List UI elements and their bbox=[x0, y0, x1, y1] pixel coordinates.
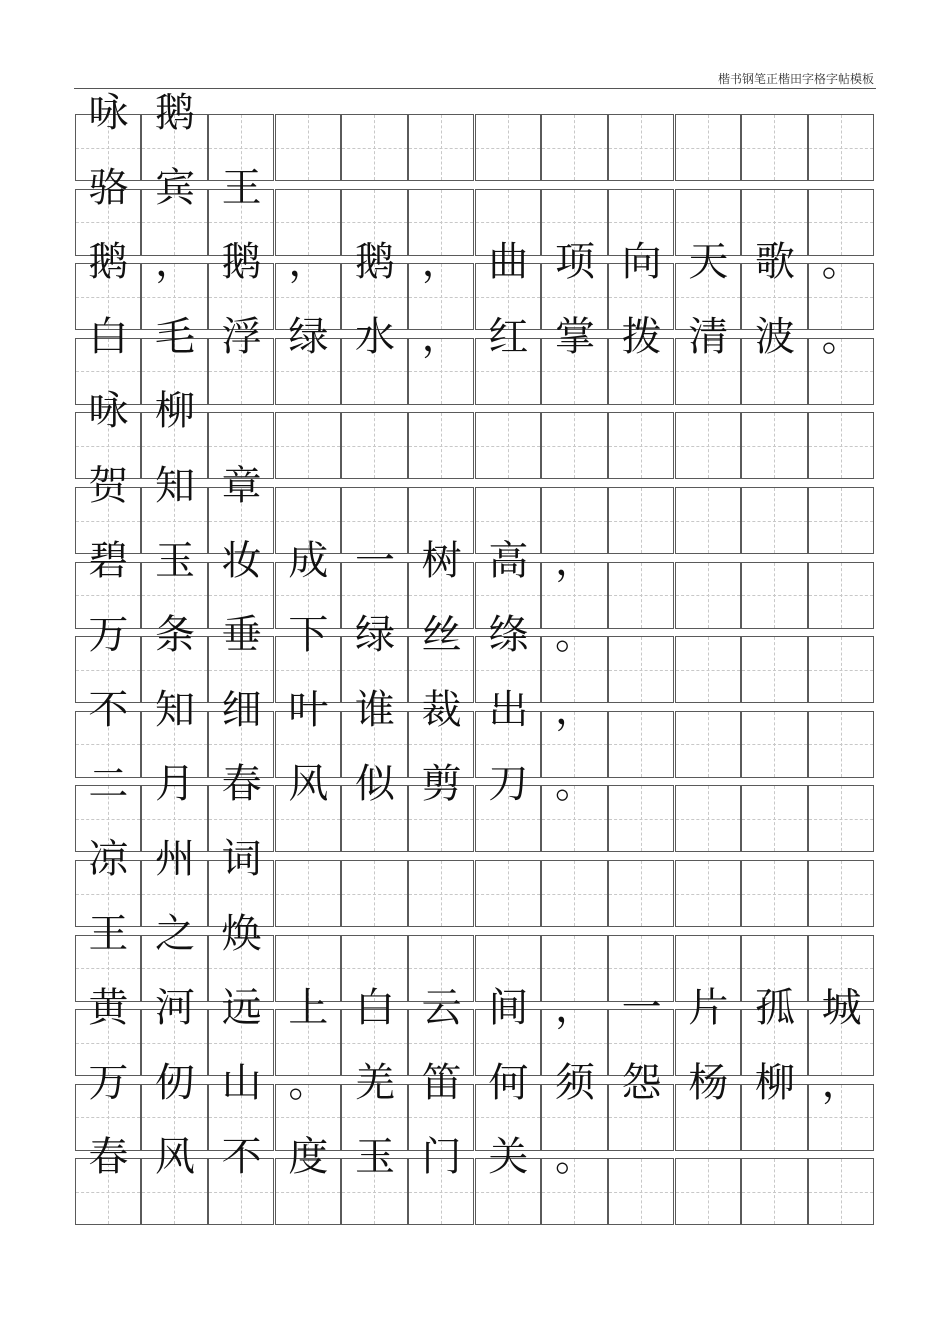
character: 条 bbox=[154, 612, 195, 659]
character: 月 bbox=[154, 761, 195, 808]
character: 咏 bbox=[88, 90, 129, 136]
character: 拨 bbox=[621, 313, 662, 360]
character: 片 bbox=[688, 985, 729, 1032]
character: 万 bbox=[88, 1059, 129, 1106]
character: 二 bbox=[88, 761, 129, 808]
character: 下 bbox=[288, 612, 329, 659]
character: 。 bbox=[554, 761, 595, 808]
character: ， bbox=[554, 537, 595, 584]
character: 毛 bbox=[154, 313, 195, 360]
character: 清 bbox=[688, 313, 729, 360]
character: 羌 bbox=[354, 1059, 395, 1106]
character: 白 bbox=[88, 313, 129, 360]
character: 风 bbox=[154, 1134, 195, 1181]
character: ， bbox=[554, 985, 595, 1032]
line-text bbox=[75, 983, 875, 1033]
character: 词 bbox=[221, 836, 262, 882]
character: 仞 bbox=[154, 1059, 195, 1106]
character: 谁 bbox=[354, 686, 395, 733]
character: 。 bbox=[288, 1059, 329, 1106]
character: 浮 bbox=[221, 313, 262, 360]
character: 。 bbox=[821, 313, 862, 360]
character: 鹅 bbox=[88, 239, 129, 286]
character: 波 bbox=[754, 313, 795, 360]
character: ， bbox=[554, 686, 595, 733]
character: 玉 bbox=[354, 1134, 395, 1181]
character: 不 bbox=[221, 1134, 262, 1181]
line-text bbox=[75, 1058, 875, 1108]
character: 红 bbox=[488, 313, 529, 360]
character: 州 bbox=[154, 836, 195, 882]
character: ， bbox=[288, 239, 329, 286]
character: 河 bbox=[154, 985, 195, 1032]
character: ， bbox=[821, 1059, 862, 1106]
character: 宾 bbox=[154, 164, 195, 211]
character: 王 bbox=[221, 164, 262, 211]
character: 刀 bbox=[488, 761, 529, 808]
line-text bbox=[75, 909, 875, 959]
header-title: 楷书钢笔正楷田字格字帖模板 bbox=[717, 72, 874, 86]
character: 咏 bbox=[88, 388, 129, 435]
character: 一 bbox=[621, 985, 662, 1032]
character: 碧 bbox=[88, 537, 129, 584]
character: 云 bbox=[421, 985, 462, 1032]
character: 树 bbox=[421, 537, 462, 584]
character: 杨 bbox=[688, 1059, 729, 1106]
character: 春 bbox=[88, 1134, 129, 1181]
character: 知 bbox=[154, 463, 195, 509]
character: 垂 bbox=[221, 612, 262, 659]
character: 项 bbox=[554, 239, 595, 286]
line-text bbox=[75, 834, 875, 884]
line-text bbox=[75, 536, 875, 586]
character: 骆 bbox=[88, 164, 129, 211]
line-text bbox=[75, 685, 875, 735]
character: 掌 bbox=[554, 313, 595, 360]
character: 似 bbox=[354, 761, 395, 808]
character: 剪 bbox=[421, 761, 462, 808]
character: 白 bbox=[354, 985, 395, 1032]
practice-row bbox=[75, 1134, 875, 1225]
character: 笛 bbox=[421, 1059, 462, 1106]
character: 高 bbox=[488, 537, 529, 584]
character: ， bbox=[154, 239, 195, 286]
character: 柳 bbox=[754, 1059, 795, 1106]
character: 绿 bbox=[354, 612, 395, 659]
character: 绿 bbox=[288, 313, 329, 360]
character: 歌 bbox=[754, 239, 795, 286]
character: 万 bbox=[88, 612, 129, 659]
character: 关 bbox=[488, 1134, 529, 1181]
character: 向 bbox=[621, 239, 662, 286]
character: 细 bbox=[221, 686, 262, 733]
line-text bbox=[75, 312, 875, 362]
character: 妆 bbox=[221, 537, 262, 584]
character: 不 bbox=[88, 686, 129, 733]
character: 叶 bbox=[288, 686, 329, 733]
character: 。 bbox=[554, 1134, 595, 1181]
character: 门 bbox=[421, 1134, 462, 1181]
character: 成 bbox=[288, 537, 329, 584]
character: 知 bbox=[154, 686, 195, 733]
character: 度 bbox=[288, 1134, 329, 1181]
character: 一 bbox=[354, 537, 395, 584]
character: 丝 bbox=[421, 612, 462, 659]
character: 裁 bbox=[421, 686, 462, 733]
line-text bbox=[75, 237, 875, 287]
character: ， bbox=[421, 313, 462, 360]
character: 之 bbox=[154, 910, 195, 957]
character: 鹅 bbox=[354, 239, 395, 286]
line-text bbox=[75, 386, 875, 436]
line-text bbox=[75, 163, 875, 213]
character: 孤 bbox=[754, 985, 795, 1032]
character: 王 bbox=[88, 910, 129, 957]
character: 柳 bbox=[154, 388, 195, 435]
character: 水 bbox=[354, 313, 395, 360]
line-text bbox=[75, 461, 875, 511]
line-text bbox=[75, 759, 875, 809]
character: 天 bbox=[688, 239, 729, 286]
character: 城 bbox=[821, 985, 862, 1032]
character: 风 bbox=[288, 761, 329, 808]
character: 鹅 bbox=[154, 90, 195, 136]
character: 怨 bbox=[621, 1059, 662, 1106]
character: 出 bbox=[488, 686, 529, 733]
character: 。 bbox=[554, 612, 595, 659]
character: 春 bbox=[221, 761, 262, 808]
character: 山 bbox=[221, 1059, 262, 1106]
line-text bbox=[75, 610, 875, 660]
line-text bbox=[75, 1132, 875, 1182]
character: 贺 bbox=[88, 463, 129, 509]
character: 焕 bbox=[221, 910, 262, 957]
character: 远 bbox=[221, 985, 262, 1032]
line-text bbox=[75, 88, 875, 138]
character: 间 bbox=[488, 985, 529, 1032]
character: 玉 bbox=[154, 537, 195, 584]
character: 绦 bbox=[488, 612, 529, 659]
character: 须 bbox=[554, 1059, 595, 1106]
character: 章 bbox=[221, 463, 262, 509]
character: 何 bbox=[488, 1059, 529, 1106]
character: 。 bbox=[821, 239, 862, 286]
character: 鹅 bbox=[221, 239, 262, 286]
character: 上 bbox=[288, 985, 329, 1032]
character: ， bbox=[421, 239, 462, 286]
character: 曲 bbox=[488, 239, 529, 286]
character: 黄 bbox=[88, 985, 129, 1032]
character: 凉 bbox=[88, 836, 129, 882]
